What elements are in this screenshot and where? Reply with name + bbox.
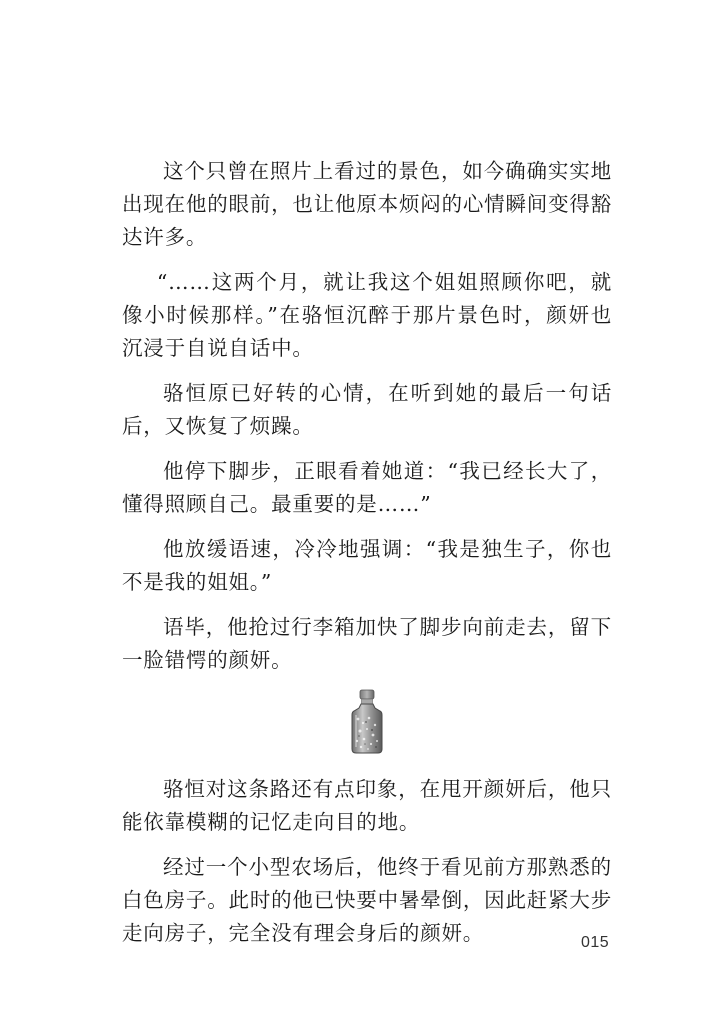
paragraph: “……这两个月，就让我这个姐姐照顾你吧，就像小时候那样。”在骆恒沉醉于那片景色时，颜妍也沉浸于自说自话中。 [122, 270, 612, 360]
paragraph: 骆恒对这条路还有点印象，在甩开颜妍后，他只能依靠模糊的记忆走向目的地。 [122, 777, 612, 834]
page-body [122, 155, 612, 962]
paragraph: 骆恒原已好转的心情，在听到她的最后一句话后，又恢复了烦躁。 [122, 381, 612, 438]
paragraph: 语毕，他抢过行李箱加快了脚步向前走去，留下一脸错愕的颜妍。 [122, 615, 612, 672]
paragraph: 他停下脚步，正眼看着她道：“我已经长大了，懂得照顾自己。最重要的是……” [122, 459, 612, 516]
paragraph: 经过一个小型农场后，他终于看见前方那熟悉的白色房子。此时的他已快要中暑晕倒，因此赶紧大步走向房子，完全没有理会身后的颜妍。 [122, 855, 612, 945]
section-divider [122, 689, 612, 757]
page-number: 015 [581, 934, 610, 951]
glass-bottle-icon [349, 689, 385, 755]
paragraph: 他放缓语速，冷冷地强调：“我是独生子，你也不是我的姐姐。” [122, 537, 612, 594]
paragraph: 这个只曾在照片上看过的景色，如今确确实实地出现在他的眼前，也让他原本烦闷的心情瞬间变得豁达许多。 [122, 159, 612, 249]
